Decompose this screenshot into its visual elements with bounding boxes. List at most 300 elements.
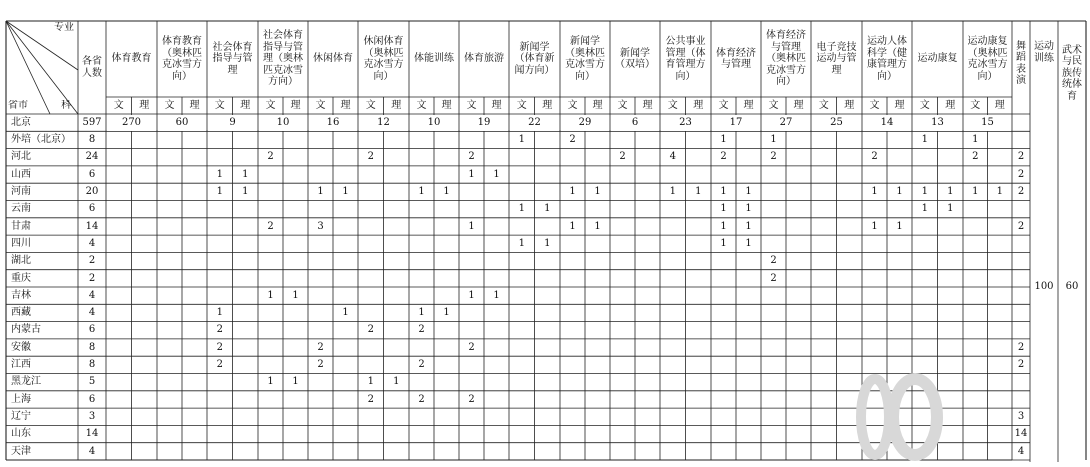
count-wen: [610, 374, 635, 391]
count-li: [837, 304, 863, 321]
header-major-9: 新闻学 （体育新 闻方向）: [514, 41, 555, 76]
count-wen: [660, 374, 686, 391]
count-wen: [157, 443, 182, 460]
count-li: [434, 443, 459, 460]
count-wen: [358, 287, 384, 304]
count-wen: [912, 252, 938, 269]
count-li: [938, 218, 964, 235]
count-wen: [711, 408, 736, 425]
count-wen: [258, 408, 283, 425]
count-wen: [409, 287, 434, 304]
count-wen: [459, 201, 484, 218]
row-total: 5: [88, 376, 96, 388]
count-wen: [258, 252, 283, 269]
count-li: [686, 443, 712, 460]
row-province: 吉林: [11, 289, 31, 301]
count-li: [484, 425, 509, 442]
count-li: [786, 287, 811, 304]
count-li: [786, 408, 811, 425]
count-wen: [509, 356, 535, 373]
count-li: [535, 374, 561, 391]
count-wen: [811, 201, 837, 218]
count-wen: [560, 166, 585, 183]
count-wen: [811, 183, 837, 200]
count-wen: [509, 322, 535, 339]
count-li: [182, 218, 207, 235]
count-dance: 2: [1017, 168, 1025, 180]
count-li: [132, 218, 158, 235]
count-wen: [207, 149, 233, 166]
count-li: 1: [242, 168, 249, 180]
count-li: [182, 149, 207, 166]
count-li: [938, 235, 964, 252]
merged-major-count: 29: [578, 116, 592, 128]
count-li: [132, 322, 158, 339]
count-li: [837, 322, 863, 339]
count-wen: 1: [720, 134, 727, 146]
row-total: 4: [88, 445, 96, 457]
count-li: [786, 131, 811, 148]
count-li: [283, 391, 308, 408]
merged-major-count: 10: [427, 116, 441, 128]
count-li: [434, 408, 459, 425]
count-wen: 2: [468, 393, 475, 405]
count-wen: [258, 356, 283, 373]
row-total: 3: [88, 410, 96, 422]
count-wen: [207, 252, 233, 269]
count-wen: 1: [216, 186, 223, 198]
count-li: [837, 235, 863, 252]
count-wen: [862, 270, 887, 287]
count-li: [786, 235, 811, 252]
row-total: 14: [85, 428, 99, 440]
count-li: [837, 270, 863, 287]
count-li: [283, 270, 308, 287]
count-li: [434, 235, 459, 252]
count-wen: [761, 287, 786, 304]
count-wen: [660, 201, 686, 218]
count-wen: 2: [770, 272, 777, 284]
count-wen: [560, 322, 585, 339]
row-total: 2: [88, 255, 96, 267]
count-li: [686, 374, 712, 391]
count-wen: [308, 391, 333, 408]
count-li: [786, 270, 811, 287]
count-wen: 2: [972, 151, 979, 163]
count-wen: [711, 166, 736, 183]
count-wen: [560, 425, 585, 442]
count-wen: [660, 252, 686, 269]
count-wen: [157, 252, 182, 269]
count-li: [585, 408, 610, 425]
count-li: [283, 235, 308, 252]
count-wen: 2: [216, 324, 223, 336]
count-li: [132, 425, 158, 442]
header-wen: 文: [818, 99, 829, 111]
merged-major-count: 270: [121, 116, 142, 128]
count-dance: [1012, 287, 1030, 304]
count-wen: 1: [921, 134, 928, 146]
count-wen: [308, 149, 333, 166]
count-wen: 1: [720, 220, 727, 232]
row-province: 天津: [11, 445, 31, 457]
header-major-7: 体能训练: [414, 53, 454, 65]
corner-header-major: 专业: [54, 22, 74, 34]
count-wen: [308, 374, 333, 391]
header-wen: 文: [164, 99, 175, 111]
count-li: [786, 201, 811, 218]
count-wen: [862, 322, 887, 339]
count-li: [384, 304, 410, 321]
header-major-14: 体育经济 与管理 （奥林匹 克冰雪方 向）: [766, 30, 806, 88]
count-li: [132, 304, 158, 321]
count-wen: 1: [871, 186, 878, 198]
count-wen: [610, 322, 635, 339]
count-li: 1: [745, 186, 752, 198]
header-li: 理: [340, 99, 351, 111]
count-li: [585, 149, 610, 166]
row-province: 四川: [11, 237, 31, 249]
merged-major-count: 9: [229, 116, 236, 128]
count-li: [736, 252, 761, 269]
count-wen: [358, 252, 384, 269]
count-wen: [711, 443, 736, 460]
count-wen: [207, 374, 233, 391]
count-li: [736, 391, 761, 408]
count-wen: [761, 374, 786, 391]
merged-major-count: 23: [679, 116, 692, 128]
count-li: [384, 339, 410, 356]
count-wen: [459, 304, 484, 321]
count-li: [786, 356, 811, 373]
count-wen: 2: [418, 359, 425, 371]
count-li: 1: [292, 376, 299, 388]
count-li: [837, 287, 863, 304]
row-province: 上海: [11, 393, 31, 405]
count-wen: [711, 391, 736, 408]
count-li: [132, 252, 158, 269]
count-wen: [912, 235, 938, 252]
row-total: 4: [88, 237, 96, 249]
row-province: 外培（北京）: [11, 134, 71, 146]
count-li: [434, 131, 459, 148]
count-li: 1: [342, 307, 349, 319]
count-wen: [358, 131, 384, 148]
row-province: 河北: [11, 151, 31, 163]
count-li: [988, 287, 1013, 304]
header-wen: 文: [265, 99, 276, 111]
count-li: [585, 287, 610, 304]
count-wen: [106, 425, 132, 442]
count-li: [434, 374, 459, 391]
count-wen: [660, 304, 686, 321]
count-li: [786, 218, 811, 235]
count-li: [384, 391, 410, 408]
count-dance: [1012, 304, 1030, 321]
count-li: [182, 131, 207, 148]
count-wen: [459, 356, 484, 373]
header-major-4: 社会体育 指导与管 理（奥林 匹克冰雪 方向）: [263, 30, 303, 88]
row-province: 内蒙古: [11, 324, 41, 336]
count-li: [585, 166, 610, 183]
count-wen: [409, 443, 434, 460]
count-wen: [106, 218, 132, 235]
count-li: 1: [996, 186, 1003, 198]
count-wen: [912, 322, 938, 339]
count-wen: [560, 391, 585, 408]
count-li: [736, 443, 761, 460]
row-total: 8: [88, 359, 96, 371]
header-li: 理: [994, 99, 1005, 111]
count-wen: [509, 374, 535, 391]
header-li: 理: [945, 99, 956, 111]
count-li: [887, 252, 912, 269]
count-li: [938, 339, 964, 356]
count-wen: [207, 391, 233, 408]
count-li: [434, 339, 459, 356]
count-wen: [912, 166, 938, 183]
header-wen: 文: [365, 99, 376, 111]
count-li: [132, 270, 158, 287]
count-li: [736, 322, 761, 339]
count-li: [837, 201, 863, 218]
count-wen: 2: [317, 341, 324, 353]
count-li: [434, 166, 459, 183]
count-wen: [308, 408, 333, 425]
row-total: 14: [85, 220, 99, 232]
count-li: [384, 425, 410, 442]
count-wen: [358, 218, 384, 235]
count-wen: [358, 166, 384, 183]
count-wen: 1: [871, 220, 878, 232]
merged-major-count: 27: [779, 116, 793, 128]
count-wen: [409, 425, 434, 442]
count-wen: [358, 270, 384, 287]
count-wen: 2: [468, 151, 475, 163]
count-wen: [106, 304, 132, 321]
count-li: [585, 201, 610, 218]
count-wen: [509, 391, 535, 408]
count-wen: [409, 201, 434, 218]
count-dance: [1012, 322, 1030, 339]
count-wen: [610, 270, 635, 287]
count-wen: [711, 374, 736, 391]
count-wen: [862, 287, 887, 304]
count-wen: [811, 287, 837, 304]
count-wen: [963, 235, 988, 252]
count-li: [182, 304, 207, 321]
count-li: [434, 252, 459, 269]
count-li: [887, 235, 912, 252]
count-wen: [207, 201, 233, 218]
count-li: [484, 374, 509, 391]
count-wen: [409, 149, 434, 166]
header-wen: 文: [768, 99, 779, 111]
count-li: [484, 201, 509, 218]
count-li: [736, 149, 761, 166]
count-wen: 1: [418, 186, 425, 198]
count-li: [384, 131, 410, 148]
count-li: [434, 391, 459, 408]
count-li: [333, 391, 358, 408]
count-wen: [610, 166, 635, 183]
count-wen: [711, 356, 736, 373]
count-li: [283, 149, 308, 166]
count-wen: [106, 131, 132, 148]
count-wen: [811, 374, 837, 391]
count-li: [535, 287, 561, 304]
count-li: [384, 443, 410, 460]
count-li: [887, 322, 912, 339]
count-wen: [308, 235, 333, 252]
count-li: [585, 131, 610, 148]
count-wen: [811, 443, 837, 460]
count-li: [283, 183, 308, 200]
count-li: [333, 235, 358, 252]
count-wen: [409, 235, 434, 252]
count-wen: [207, 425, 233, 442]
count-wen: 1: [921, 186, 928, 198]
count-wen: [106, 149, 132, 166]
count-wen: [862, 131, 887, 148]
count-wen: [106, 270, 132, 287]
count-li: [182, 235, 207, 252]
count-li: [384, 322, 410, 339]
header-major-15: 电子竞技 运动与管 理: [816, 41, 857, 76]
row-total: 6: [88, 324, 96, 336]
count-li: [233, 374, 259, 391]
count-li: [384, 287, 410, 304]
count-wen: [106, 356, 132, 373]
count-li: [736, 339, 761, 356]
count-wen: [157, 149, 182, 166]
count-wen: [358, 183, 384, 200]
count-li: [333, 201, 358, 218]
count-dance: 2: [1017, 359, 1025, 371]
count-li: [635, 183, 660, 200]
count-li: [484, 408, 509, 425]
row-total: 6: [88, 168, 96, 180]
row-province: 安徽: [11, 341, 31, 353]
count-li: [736, 425, 761, 442]
count-wen: [963, 218, 988, 235]
count-wen: [711, 270, 736, 287]
count-wen: [409, 374, 434, 391]
count-wen: [358, 408, 384, 425]
count-wen: [207, 443, 233, 460]
count-wen: 2: [871, 151, 878, 163]
count-wen: 1: [770, 134, 777, 146]
count-wen: [963, 252, 988, 269]
count-li: [887, 270, 912, 287]
count-wen: [811, 218, 837, 235]
header-major-1: 体育教育: [111, 53, 152, 65]
count-wen: [610, 443, 635, 460]
count-li: [333, 131, 358, 148]
count-wen: [862, 166, 887, 183]
count-wen: [157, 391, 182, 408]
header-major-13: 体育经济 与管理: [716, 47, 756, 70]
count-li: [233, 408, 259, 425]
count-li: [434, 218, 459, 235]
count-wen: [106, 322, 132, 339]
count-wen: [761, 166, 786, 183]
count-wen: 1: [669, 186, 676, 198]
count-li: [535, 252, 561, 269]
count-wen: [157, 183, 182, 200]
count-li: [333, 322, 358, 339]
count-wen: [106, 235, 132, 252]
header-major-3: 社会体育 指导与管 理: [212, 41, 253, 76]
count-li: 1: [493, 168, 500, 180]
count-wen: [308, 270, 333, 287]
count-wen: [761, 322, 786, 339]
count-wen: [610, 391, 635, 408]
row-province: 西藏: [11, 307, 31, 319]
count-li: 1: [493, 289, 500, 301]
merged-major-count: 6: [631, 116, 639, 128]
count-li: [635, 425, 660, 442]
count-wen: [308, 304, 333, 321]
count-li: [786, 322, 811, 339]
row-province: 重庆: [11, 272, 31, 284]
count-wen: [358, 304, 384, 321]
count-li: [434, 201, 459, 218]
count-li: [686, 235, 712, 252]
count-li: [484, 149, 509, 166]
count-li: [736, 287, 761, 304]
count-wen: [157, 131, 182, 148]
count-li: [484, 322, 509, 339]
count-li: [635, 287, 660, 304]
count-wen: 2: [720, 151, 727, 163]
count-wen: [610, 218, 635, 235]
count-wen: [610, 131, 635, 148]
row-province: 辽宁: [11, 410, 31, 422]
count-li: [585, 425, 610, 442]
count-li: [283, 304, 308, 321]
count-li: [585, 339, 610, 356]
count-li: [535, 391, 561, 408]
header-major-6: 休闲体育 （奥林匹 克冰雪方 向）: [363, 36, 404, 82]
count-li: [988, 201, 1013, 218]
count-li: [786, 339, 811, 356]
count-li: [484, 339, 509, 356]
count-li: [786, 183, 811, 200]
count-wen: [711, 425, 736, 442]
count-li: [887, 287, 912, 304]
count-wen: [660, 270, 686, 287]
header-wen: 文: [667, 99, 678, 111]
count-dance: 2: [1017, 151, 1025, 163]
count-wen: [610, 356, 635, 373]
header-wen: 文: [567, 99, 578, 111]
count-dance: [1012, 201, 1030, 218]
count-wen: [660, 408, 686, 425]
count-wen: 2: [367, 393, 374, 405]
count-li: [635, 270, 660, 287]
count-wen: [761, 304, 786, 321]
merged-major-count: 22: [528, 116, 541, 128]
count-li: [786, 149, 811, 166]
count-wen: [610, 425, 635, 442]
header-wen: 文: [416, 99, 427, 111]
count-li: [333, 443, 358, 460]
count-wen: [308, 425, 333, 442]
count-li: [887, 304, 912, 321]
count-wen: [509, 149, 535, 166]
count-wen: [711, 322, 736, 339]
